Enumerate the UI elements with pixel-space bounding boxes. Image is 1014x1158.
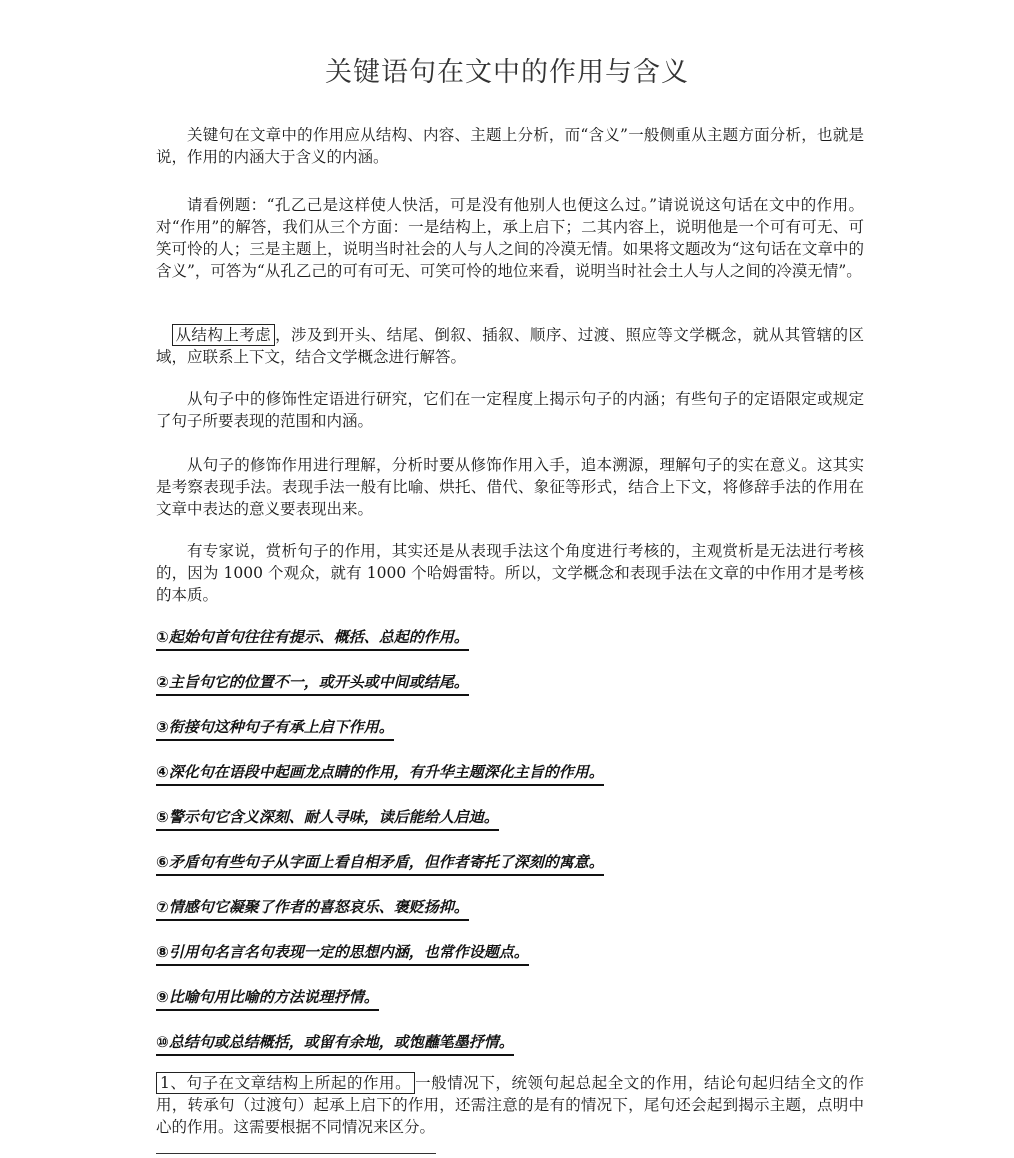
list-item: ⑩总结句或总结概括，或留有余地，或饱蘸笔墨抒情。 (156, 1031, 514, 1056)
paragraph-intro: 关键句在文章中的作用应从结构、内容、主题上分析，而“含义”一般侧重从主题方面分析，也就是说，作用的内涵大于含义的内涵。 (156, 126, 864, 166)
paragraph-expert: 有专家说，赏析句子的作用，其实还是从表现手法这个角度进行考核的，主观赏析是无法进行考核的，因为 1000 个观众，就有 1000 个哈姆雷特。所以，文学概念和表现手法在文章的中作用才是考核的本质。 (156, 542, 864, 604)
boxed-heading-sentence-role: 1、句子在文章结构上所起的作用。 (156, 1072, 415, 1094)
paragraph-sentence-role (156, 1072, 864, 1138)
paragraph-rhetoric: 从句子的修饰作用进行理解，分析时要从修饰作用入手，追本溯源，理解句子的实在意义。这其实是考察表现手法。表现手法一般有比喻、烘托、借代、象征等形式，结合上下文，将修辞手法的作用在文章中表达的意义要表现出来。 (156, 456, 864, 518)
page-title: 关键语句在文中的作用与含义 (325, 57, 689, 88)
divider (156, 1153, 436, 1154)
list-item: ④深化句在语段中起画龙点睛的作用，有升华主题深化主旨的作用。 (156, 761, 604, 786)
boxed-heading-structure: 从结构上考虑 (172, 324, 276, 346)
paragraph-sentence-role-text: 一般情况下，统领句起总起全文的作用，结论句起归结全文的作用，转承句（过渡句）起承上启下的作用，还需注意的是有的情况下，尾句还会起到揭示主题，点明中心的作用。这需要根据不同情况来区分。 (156, 1074, 864, 1136)
list-item: ⑤警示句它含义深刻、耐人寻味，读后能给人启迪。 (156, 806, 499, 831)
paragraph-modifier: 从句子中的修饰性定语进行研究，它们在一定程度上揭示句子的内涵；有些句子的定语限定或规定了句子所要表现的范围和内涵。 (156, 390, 864, 430)
list-item: ⑧引用句名言名句表现一定的思想内涵，也常作设题点。 (156, 941, 529, 966)
list-item: ⑦情感句它凝聚了作者的喜怒哀乐、褒贬扬抑。 (156, 896, 469, 921)
list-item: ②主旨句它的位置不一，或开头或中间或结尾。 (156, 671, 469, 696)
paragraph-example: 请看例题：“孔乙己是这样使人快活，可是没有他别人也便这么过。”请说说这句话在文中的作用。对“作用”的解答，我们从三个方面：一是结构上，承上启下；二其内容上，说明他是一个可有可无、可笑可怜的人；三是主题上，说明当时社会的人与人之间的冷漠无情。如果将文题改为“这句话在文章中的含义”，可答为“从孔乙己的可有可无、可笑可怜的地位来看，说明当时社会土人与人之间的冷漠无情”。 (156, 196, 864, 280)
list-item: ①起始句首句往往有提示、概括、总起的作用。 (156, 626, 469, 651)
paragraph-structure-text: ，涉及到开头、结尾、倒叙、插叙、顺序、过渡、照应等文学概念，就从其管辖的区域，应联系上下文，结合文学概念进行解答。 (156, 326, 864, 366)
list-item: ③衔接句这种句子有承上启下作用。 (156, 716, 394, 741)
list-item: ⑨比喻句用比喻的方法说理抒情。 (156, 986, 379, 1011)
paragraph-structure (156, 324, 864, 368)
list-item: ⑥矛盾句有些句子从字面上看自相矛盾，但作者寄托了深刻的寓意。 (156, 851, 604, 876)
